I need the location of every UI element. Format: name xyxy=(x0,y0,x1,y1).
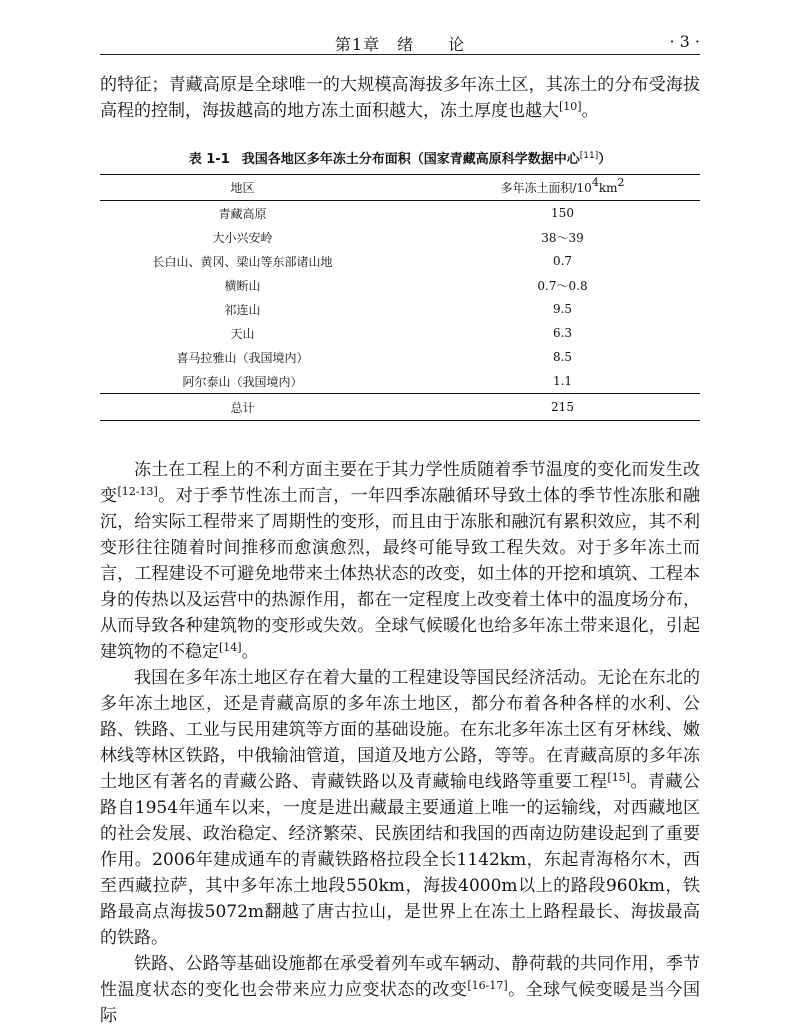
paragraph-continued: 的特征；青藏高原是全球唯一的大规模高海拔多年冻土区，其冻土的分布受海拔高程的控制，海拔越高的地方冻土面积越大，冻土厚度也越大[10]。 xyxy=(100,75,700,121)
region-cell: 祁连山 xyxy=(224,302,261,317)
total-label: 总计 xyxy=(230,400,255,415)
area-cell: 8.5 xyxy=(552,350,573,364)
region-cell: 阿尔泰山（我国境内） xyxy=(182,374,303,389)
chapter-title: 第1章 绪 论 xyxy=(334,35,466,54)
table-row xyxy=(100,225,700,249)
table-row xyxy=(100,297,700,321)
running-header xyxy=(100,26,700,55)
area-cell: 1.1 xyxy=(552,374,573,388)
region-cell: 天山 xyxy=(230,326,255,341)
table-header-row xyxy=(100,175,700,201)
citation: [14] xyxy=(219,641,242,654)
area-cell: 6.3 xyxy=(552,326,573,340)
table-row xyxy=(100,369,700,393)
table-total-row xyxy=(100,393,700,420)
area-cell: 9.5 xyxy=(552,302,573,316)
table-title: 我国各地区多年冻土分布面积（国家青藏高原科学数据中心 xyxy=(241,152,580,167)
table-row xyxy=(100,273,700,297)
permafrost-area-table xyxy=(100,174,700,421)
region-cell: 喜马拉雅山（我国境内） xyxy=(176,350,309,365)
area-cell: 150 xyxy=(551,206,574,220)
body-text xyxy=(100,457,700,1029)
column-header-area: 多年冻土面积$/10^4km^2$ xyxy=(500,176,625,195)
citation: [15] xyxy=(607,771,631,784)
area-cell: 0.7～0.8 xyxy=(537,278,588,293)
citation: [12-13] xyxy=(117,485,158,498)
column-header-region: 地区 xyxy=(230,181,255,195)
region-cell: 大小兴安岭 xyxy=(212,230,273,245)
table-row xyxy=(100,321,700,345)
region-cell: 横断山 xyxy=(224,278,261,293)
area-cell: 38～39 xyxy=(541,230,584,245)
table-row xyxy=(100,201,700,225)
table-number: 表 1-1 xyxy=(188,152,230,167)
table-row xyxy=(100,345,700,369)
paragraph: 冻土在工程上的不利方面主要在于其力学性质随着季节温度的变化而发生改变[12-13]。对于季节性冻土而言，一年四季冻融循环导致土体的季节性冻胀和融沉，给实际工程带来了周期性的变形，而且由于冻胀和融沉有累积效应，其不利变形往往随着时间推移而愈演愈烈，最终可能导致工程失效。对于多年冻土而言，工程建设不可避免地带来土体热状态的改变，如土体的开挖和填筑、工程本身的传热以及运营中的热源作用，都在一定程度上改变着土体中的温度场分布，从而导致各种建筑物的变形或失效。全球气候暖化也给多年冻土带来退化，引起建筑物的不稳定[14]。 xyxy=(100,460,701,662)
table-caption: 表 1-1 我国各地区多年冻土分布面积（国家青藏高原科学数据中心[11]） xyxy=(188,151,612,167)
citation: [16-17] xyxy=(467,979,508,992)
region-cell: 长白山、黄冈、梁山等东部诸山地 xyxy=(152,254,333,269)
page-number: · 3 · xyxy=(669,32,700,51)
total-value: 215 xyxy=(551,400,574,414)
region-cell: 青藏高原 xyxy=(218,206,267,221)
paragraph: 铁路、公路等基础设施都在承受着列车或车辆动、静荷载的共同作用，季节性温度状态的变化也会带来应力应变状态的改变[16-17]。全球气候变暖是当今国际 xyxy=(100,954,701,1026)
top-paragraph xyxy=(100,72,700,124)
citation: [11] xyxy=(579,151,599,161)
table-row xyxy=(100,249,700,273)
citation: [10] xyxy=(559,100,582,113)
paragraph: 我国在多年冻土地区存在着大量的工程建设等国民经济活动。无论在东北的多年冻土地区，还是青藏高原的多年冻土地区，都分布着各种各样的水利、公路、铁路、工业与民用建筑等方面的基础设施。在东北多年冻土区有牙林线、嫩林线等林区铁路，中俄输油管道，国道及地方公路，等等。在青藏高原的多年冻土地区有著名的青藏公路、青藏铁路以及青藏输电线路等重要工程[15]。青藏公路自1954年通车以来，一度是进出藏最主要通道上唯一的运输线，对西藏地区的社会发展、政治稳定、经济繁荣、民族团结和我国的西南边防建设起到了重要作用。2006年建成通车的青藏铁路格拉段全长1142km，东起青海格尔木，西至西藏拉萨，其中多年冻土地段550km，海拔4000m以上的路段960km，铁路最高点海拔5072m翻越了唐古拉山，是世界上在冻土上路程最长、海拔最高的铁路。 xyxy=(100,668,701,948)
area-cell: 0.7 xyxy=(552,254,573,268)
table-body xyxy=(100,201,700,393)
